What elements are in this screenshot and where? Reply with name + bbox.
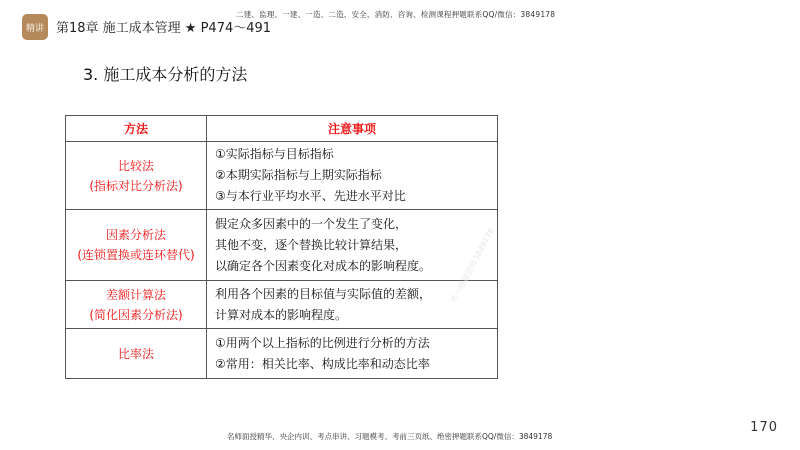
method-cell [66, 210, 207, 281]
method-name: 因素分析法 [105, 228, 166, 242]
table-row [66, 142, 498, 210]
method-name: 比率法 [117, 346, 154, 361]
notes-cell [207, 210, 498, 281]
logo-text: 精讲 [25, 23, 44, 34]
note-line: 假定众多因素中的一个发生了变化， [215, 216, 408, 231]
note-line: 其他不变，逐个替换比较计算结果， [215, 237, 408, 252]
method-cell [66, 281, 207, 329]
note-line: 计算对成本的影响程度。 [215, 307, 348, 322]
note-line: ①实际指标与目标指标 [215, 147, 334, 161]
table-row [66, 329, 498, 379]
footer-note: 名师面授精华、央企内训、考点串讲、习题模考、考前三页纸、绝密押题联系QQ/微信：3849178 [227, 432, 553, 441]
method-alias: (简化因素分析法) [89, 307, 183, 322]
logo [22, 14, 48, 40]
note-line: ②常用：相关比率、构成比率和动态比率 [215, 356, 430, 371]
page-number: 170 [750, 420, 778, 435]
header-note: 二建、监理、一建、一造、二造、安全、消防、咨询、检测课程押题联系QQ/微信：3849178 [236, 10, 556, 19]
notes-cell [207, 329, 498, 379]
note-line: 以确定各个因素变化对成本的影响程度。 [215, 258, 432, 273]
method-name: 差额计算法 [105, 287, 166, 302]
section-title: 3. 施工成本分析的方法 [83, 65, 248, 84]
header-method: 方法 [66, 116, 207, 142]
methods-table [65, 115, 498, 379]
note-line: 利用各个因素的目标值与实际值的差额， [215, 286, 432, 301]
table-row [66, 210, 498, 281]
note-line: ②本期实际指标与上期实际指标 [215, 168, 382, 182]
watermark: 考一级建造师3849178 [448, 226, 497, 305]
method-alias: (指标对比分析法) [89, 178, 183, 193]
method-name: 比较法 [117, 158, 154, 173]
note-line: ③与本行业平均水平、先进水平对比 [215, 189, 406, 203]
table-row [66, 281, 498, 329]
method-cell [66, 329, 207, 379]
note-line: ①用两个以上指标的比例进行分析的方法 [215, 335, 430, 350]
chapter-title: 第18章 施工成本管理 ★ P474～491 [56, 21, 272, 36]
header-notes: 注意事项 [207, 116, 498, 142]
method-alias: (连锁置换或连环替代) [77, 248, 195, 262]
notes-cell [207, 142, 498, 210]
method-cell [66, 142, 207, 210]
table-header-row [66, 116, 498, 142]
